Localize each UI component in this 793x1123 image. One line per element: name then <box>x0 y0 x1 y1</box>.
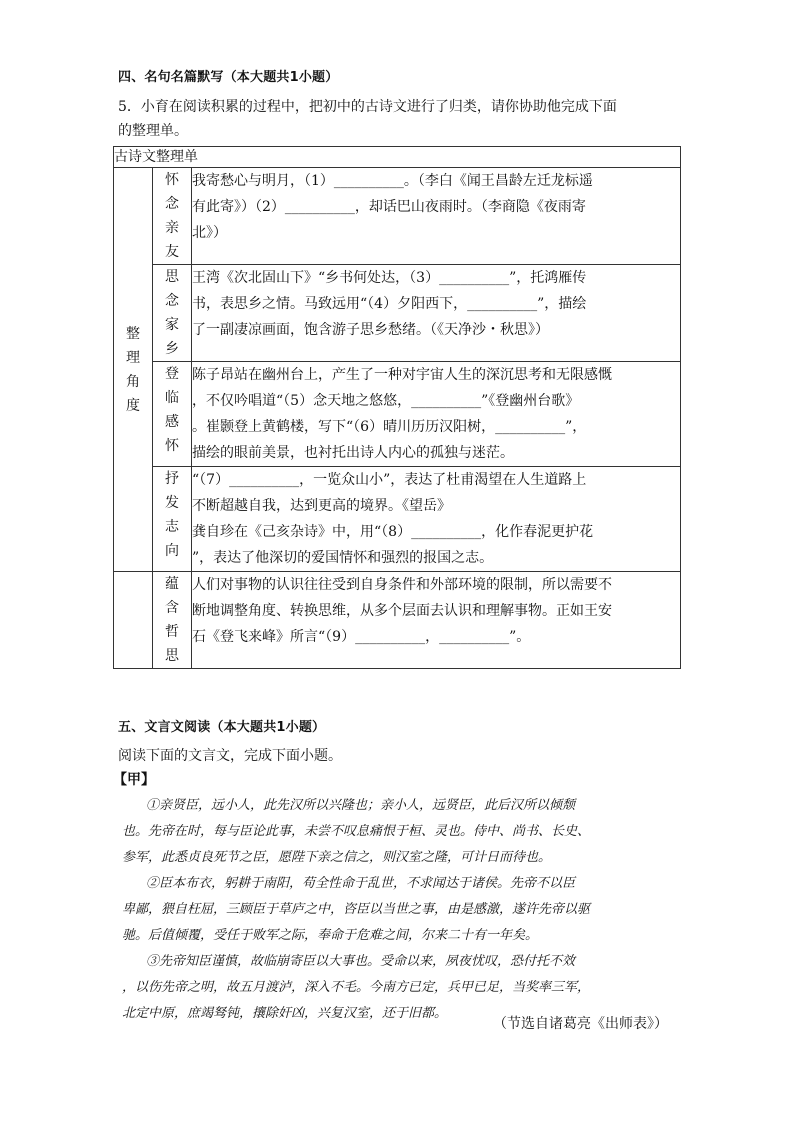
question-line-2: 的整理单。 <box>118 123 188 139</box>
dimension-label: 整 理 角 度 <box>114 168 153 572</box>
passage-line-2: 也。先帝在时，每与臣论此事，未尝不叹息痛恨于桓、灵也。侍中、尚书、长史、 <box>122 824 591 839</box>
category-content-4: “（7）__________，一览众山小”，表达了杜甫渴望在人生道路上 不断超越自我，达到更高的境界。《望岳》 龚自珍在《己亥杂诗》中，用“（8）__________，化作春泥更护花 ”，表达了他深切的爱国情怀和强烈的报国之志。 <box>192 467 681 572</box>
poem-sheet-table <box>113 146 681 669</box>
category-label-4: 抒 发 志 向 <box>153 467 192 572</box>
category-label-2: 思 念 家 乡 <box>153 265 192 362</box>
category-label-3: 登 临 感 怀 <box>153 362 192 467</box>
passage-line-9: 北定中原，庶竭驽钝，攘除奸凶，兴复汉室，还于旧都。 <box>122 1006 448 1021</box>
category-content-1: 我寄愁心与明月，（1）__________。（李白《闻王昌龄左迁龙标遥 有此寄》）（2）__________，却话巴山夜雨时。（李商隐《夜雨寄 北》） <box>192 168 681 265</box>
category-content-3: 陈子昂站在幽州台上，产生了一种对宇宙人生的深沉思考和无限感慨 ，不仅吟唱道“（5）念天地之悠悠，__________”《登幽州台歌》 。崔颢登上黄鹤楼，写下“（6）晴川历历汉阳树，__________”， 描绘的眼前美景，也衬托出诗人内心的孤独与迷茫。 <box>192 362 681 467</box>
reading-instruction: 阅读下面的文言文，完成下面小题。 <box>118 748 342 764</box>
question-line-1: 5．小育在阅读积累的过程中，把初中的古诗文进行了归类，请你协助他完成下面 <box>118 99 617 115</box>
section5-title: 五、文言文阅读（本大题共1小题） <box>118 720 326 735</box>
category-label-1: 怀 念 亲 友 <box>153 168 192 265</box>
passage-line-6: 驰。后值倾覆，受任于败军之际，奉命于危难之间，尔来二十有一年矣。 <box>122 928 539 943</box>
passage-line-5: 卑鄙，猥自枉屈，三顾臣于草庐之中，咨臣以当世之事，由是感激，遂许先帝以驱 <box>122 902 591 917</box>
sheet-title: 古诗文整理单 <box>114 147 681 168</box>
passage-line-1: ①亲贤臣，远小人，此先汉所以兴隆也；亲小人，远贤臣，此后汉所以倾颓 <box>146 798 576 813</box>
passage-line-4: ②臣本布衣，躬耕于南阳，苟全性命于乱世，不求闻达于诸侯。先帝不以臣 <box>146 876 576 891</box>
dimension-blank <box>114 572 153 669</box>
passage-label: 【甲】 <box>113 772 155 788</box>
category-content-2: 王湾《次北固山下》“乡书何处达，（3）__________”，托鸿雁传 书，表思乡之情。马致远用“（4）夕阳西下，__________”，描绘 了一副凄凉画面，饱含游子思乡愁绪。（《天净沙・秋思》） <box>192 265 681 362</box>
passage-line-3: 参军，此悉贞良死节之臣，愿陛下亲之信之，则汉室之隆，可计日而待也。 <box>122 850 552 865</box>
passage-line-7: ③先帝知臣谨慎，故临崩寄臣以大事也。受命以来，夙夜忧叹，恐付托不效 <box>146 954 576 969</box>
category-content-5: 人们对事物的认识往往受到自身条件和外部环境的限制，所以需要不 断地调整角度、转换思维，从多个层面去认识和理解事物。正如王安 石《登飞来峰》所言“（9）__________，__________”。 <box>192 572 681 669</box>
passage-source: （节选自诸葛亮《出师表》） <box>493 1016 668 1032</box>
section4-title: 四、名句名篇默写（本大题共1小题） <box>118 70 339 85</box>
category-label-5: 蕴 含 哲 思 <box>153 572 192 669</box>
passage-line-8: ，以伤先帝之明，故五月渡泸，深入不毛。今南方已定，兵甲已足，当奖率三军， <box>122 980 591 995</box>
